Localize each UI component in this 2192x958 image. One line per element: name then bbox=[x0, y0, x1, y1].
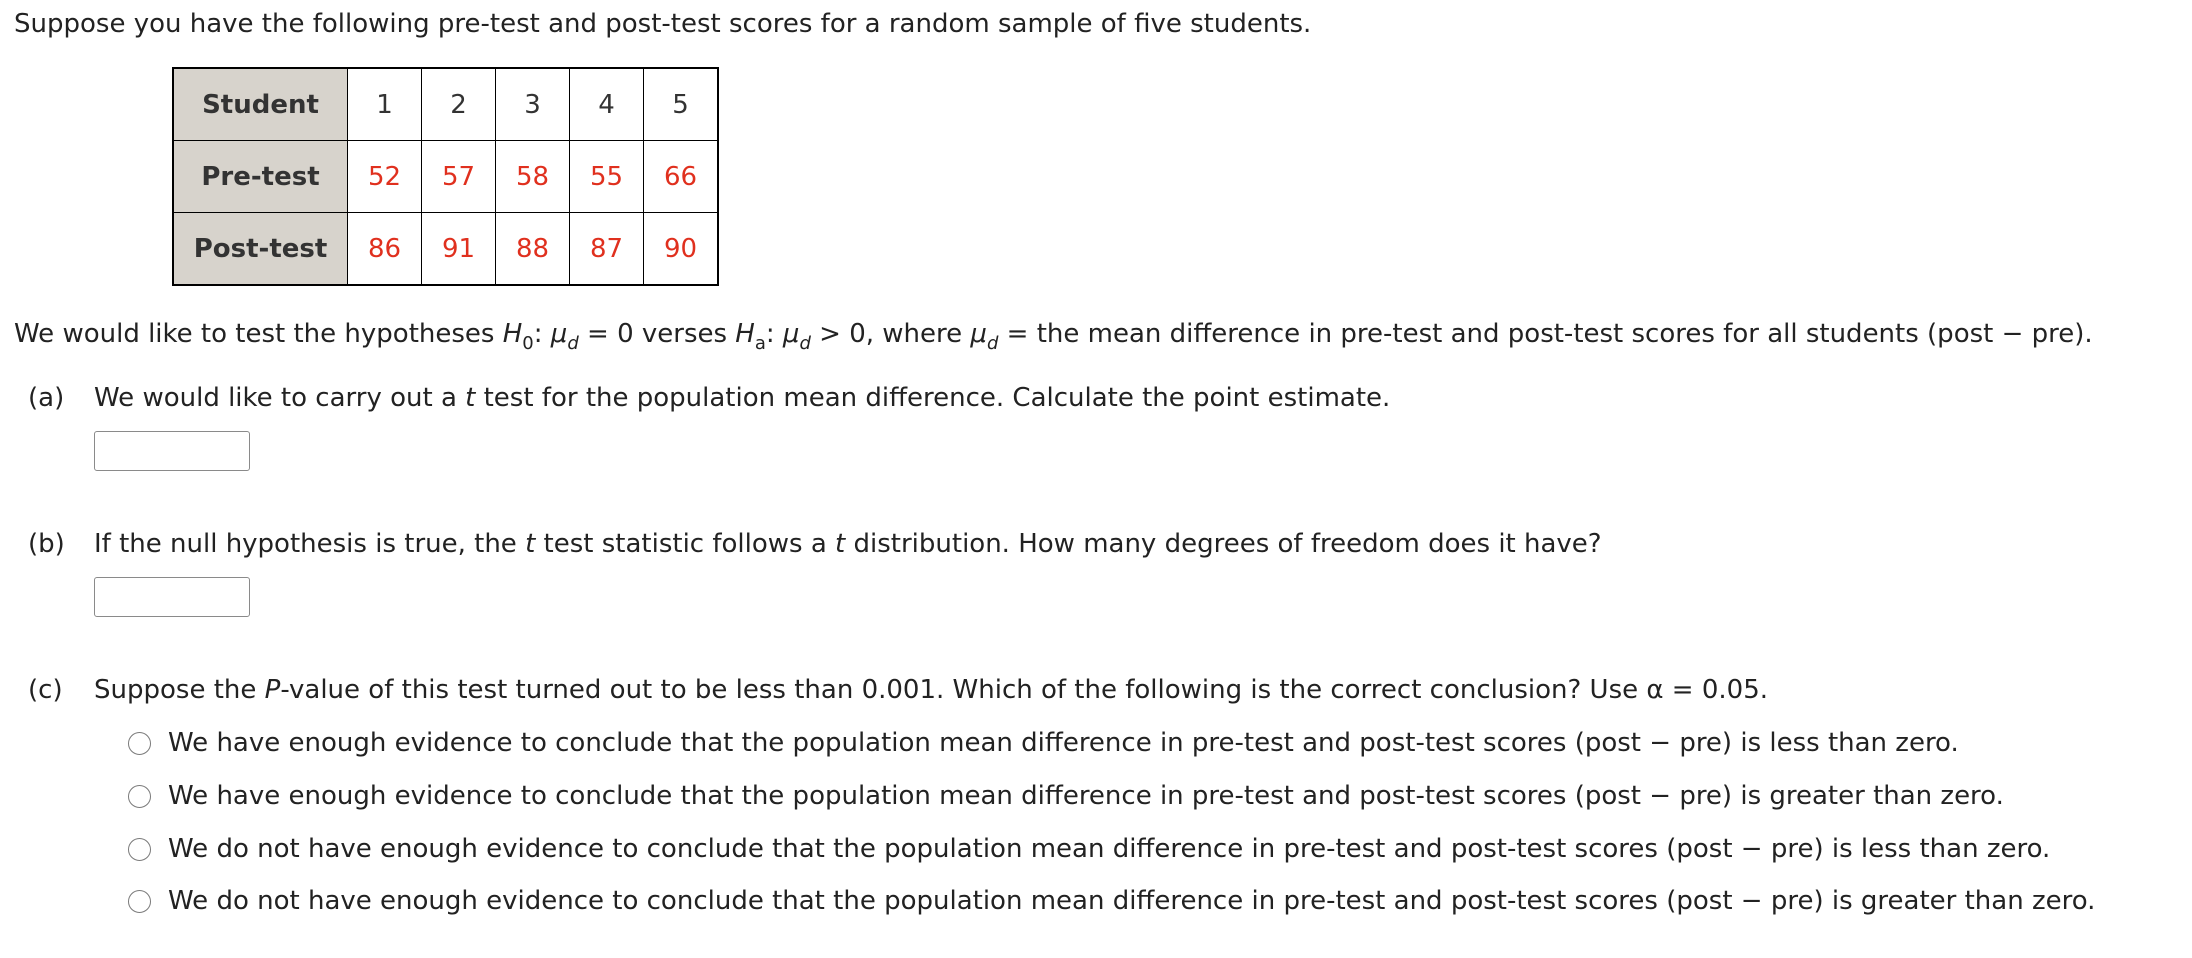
mu-symbol: μ bbox=[970, 319, 987, 349]
row-header-pretest: Pre-test bbox=[173, 141, 348, 213]
hyp-text-2: = 0 verses bbox=[578, 319, 736, 349]
row-header-student: Student bbox=[173, 68, 348, 141]
t-variable: t bbox=[525, 529, 536, 559]
table-cell: 88 bbox=[496, 213, 570, 286]
hyp-colon-2: : bbox=[765, 319, 783, 349]
hyp-colon-1: : bbox=[533, 319, 551, 349]
table-cell: 2 bbox=[422, 68, 496, 141]
part-b-text-2: test statistic follows a bbox=[535, 529, 836, 559]
degrees-of-freedom-input[interactable] bbox=[94, 577, 250, 617]
part-c-label: (c) bbox=[28, 675, 63, 705]
option-label: We have enough evidence to conclude that the population mean difference in pre-test and post-test scores (post − pre) is greater than zero. bbox=[168, 781, 2004, 811]
scores-table bbox=[172, 67, 719, 286]
part-c-text-1: Suppose the bbox=[94, 675, 265, 705]
table-cell: 87 bbox=[570, 213, 644, 286]
table-cell: 5 bbox=[644, 68, 719, 141]
hyp-text-4: = the mean difference in pre-test and post-test scores for all students (post − pre). bbox=[998, 319, 2093, 349]
table-cell: 57 bbox=[422, 141, 496, 213]
part-a-label: (a) bbox=[28, 383, 65, 413]
row-header-posttest: Post-test bbox=[173, 213, 348, 286]
table-cell: 86 bbox=[348, 213, 422, 286]
conclusion-option-1[interactable] bbox=[128, 725, 1959, 761]
mu-symbol: μ bbox=[782, 319, 800, 349]
part-a-text-1: We would like to carry out a bbox=[94, 383, 466, 413]
point-estimate-input[interactable] bbox=[94, 431, 250, 471]
option-label: We do not have enough evidence to conclude that the population mean difference in pre-test and post-test scores (post − pre) is less than zero. bbox=[168, 834, 2051, 864]
conclusion-option-2[interactable] bbox=[128, 778, 2004, 814]
t-variable: t bbox=[835, 529, 846, 559]
alt-hypothesis-symbol: H bbox=[735, 319, 755, 349]
table-cell: 4 bbox=[570, 68, 644, 141]
table-row bbox=[173, 141, 718, 213]
part-a-question bbox=[94, 381, 1390, 415]
radio-button[interactable] bbox=[128, 732, 151, 755]
mu-subscript bbox=[567, 333, 578, 354]
part-c-text-2: -value of this test turned out to be less than 0.001. Which of the following is the correct conclusion? Use α = 0.05. bbox=[280, 675, 1769, 705]
part-a-text-2: test for the population mean difference. Calculate the point estimate. bbox=[475, 383, 1391, 413]
option-label: We do not have enough evidence to conclude that the population mean difference in pre-test and post-test scores (post − pre) is greater than zero. bbox=[168, 886, 2096, 916]
option-label: We have enough evidence to conclude that the population mean difference in pre-test and post-test scores (post − pre) is less than zero. bbox=[168, 728, 1959, 758]
conclusion-option-3[interactable] bbox=[128, 831, 2050, 867]
d-subscript: d bbox=[799, 333, 811, 354]
alt-subscript: a bbox=[754, 333, 766, 354]
hyp-text-1: We would like to test the hypotheses bbox=[14, 319, 503, 349]
table-cell: 55 bbox=[570, 141, 644, 213]
radio-button[interactable] bbox=[128, 838, 151, 861]
part-b-text-3: distribution. How many degrees of freedom does it have? bbox=[845, 529, 1602, 559]
conclusion-option-4[interactable] bbox=[128, 883, 2095, 919]
mu-subscript bbox=[799, 333, 810, 354]
part-b-question bbox=[94, 527, 1602, 561]
p-variable: P bbox=[264, 675, 281, 705]
part-b-text-1: If the null hypothesis is true, the bbox=[94, 529, 526, 559]
mu-subscript bbox=[987, 333, 998, 354]
table-cell: 3 bbox=[496, 68, 570, 141]
table-cell: 1 bbox=[348, 68, 422, 141]
table-cell: 52 bbox=[348, 141, 422, 213]
hyp-text-3: > 0, where bbox=[810, 319, 971, 349]
table-row bbox=[173, 68, 718, 141]
table-cell: 90 bbox=[644, 213, 719, 286]
null-hypothesis-symbol: H bbox=[502, 319, 523, 349]
null-subscript: 0 bbox=[522, 333, 534, 354]
mu-symbol: μ bbox=[550, 319, 568, 349]
part-c-question bbox=[94, 673, 1768, 707]
d-subscript: d bbox=[986, 333, 999, 354]
d-subscript: d bbox=[567, 333, 579, 354]
radio-button[interactable] bbox=[128, 785, 151, 808]
table-cell: 66 bbox=[644, 141, 719, 213]
part-b-label: (b) bbox=[28, 529, 65, 559]
table-cell: 58 bbox=[496, 141, 570, 213]
table-cell: 91 bbox=[422, 213, 496, 286]
hypothesis-statement bbox=[14, 316, 2093, 352]
t-variable: t bbox=[465, 383, 476, 413]
intro-text: Suppose you have the following pre-test and post-test scores for a random sample of five students. bbox=[14, 9, 1312, 39]
radio-button[interactable] bbox=[128, 890, 151, 913]
table-row bbox=[173, 213, 718, 286]
